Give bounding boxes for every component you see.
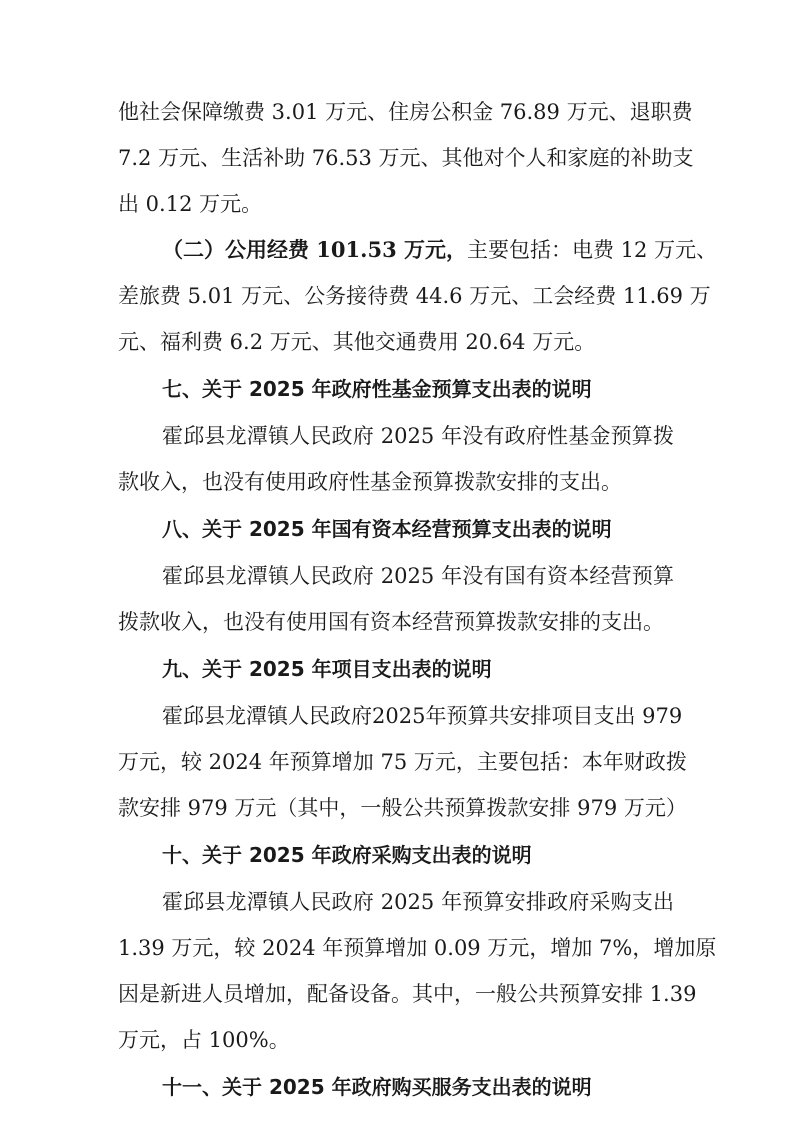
paragraph-line: 出 0.12 万元。 [118,192,263,216]
paragraph-line: 元、福利费 6.2 万元、其他交通费用 20.64 万元。 [118,330,596,354]
public-funds-heading: （二）公用经费 101.53 万元， [162,237,467,262]
paragraph-line: 款安排 979 万元（其中，一般公共预算拨款安排 979 万元） [118,796,687,820]
paragraph-line: 万元，占 100%。 [118,1028,290,1052]
paragraph-line: 差旅费 5.01 万元、公务接待费 44.6 万元、工会经费 11.69 万 [118,284,711,308]
section-heading-9: 九、关于 2025 年项目支出表的说明 [162,657,492,681]
section-heading-11: 十一、关于 2025 年政府购买服务支出表的说明 [162,1075,592,1099]
paragraph-line-public-funds [162,235,718,265]
paragraph-line: 拨款收入，也没有使用国有资本经营预算拨款安排的支出。 [118,610,664,634]
paragraph-line: 霍邱县龙潭镇人民政府 2025 年预算安排政府采购支出 [162,890,674,914]
paragraph-line: 1.39 万元，较 2024 年预算增加 0.09 万元，增加 7%，增加原 [118,936,717,960]
section-heading-10: 十、关于 2025 年政府采购支出表的说明 [162,843,532,867]
paragraph-line: 霍邱县龙潭镇人民政府 2025 年没有国有资本经营预算 [162,564,674,588]
section-heading-8: 八、关于 2025 年国有资本经营预算支出表的说明 [162,517,612,541]
paragraph-line: 他社会保障缴费 3.01 万元、住房公积金 76.89 万元、退职费 [118,100,693,124]
paragraph-line: 因是新进人员增加，配备设备。其中，一般公共预算安排 1.39 [118,982,697,1006]
section-heading-7: 七、关于 2025 年政府性基金预算支出表的说明 [162,377,592,401]
paragraph-line: 7.2 万元、生活补助 76.53 万元、其他对个人和家庭的补助支 [118,146,694,170]
paragraph-line: 霍邱县龙潭镇人民政府 2025 年没有政府性基金预算拨 [162,424,674,448]
paragraph-line: 款收入，也没有使用政府性基金预算拨款安排的支出。 [118,470,622,494]
paragraph-line: 霍邱县龙潭镇人民政府2025年预算共安排项目支出 979 [162,704,683,728]
paragraph-line: 万元，较 2024 年预算增加 75 万元，主要包括：本年财政拨 [118,750,687,774]
public-funds-text: 主要包括：电费 12 万元、 [467,238,718,262]
